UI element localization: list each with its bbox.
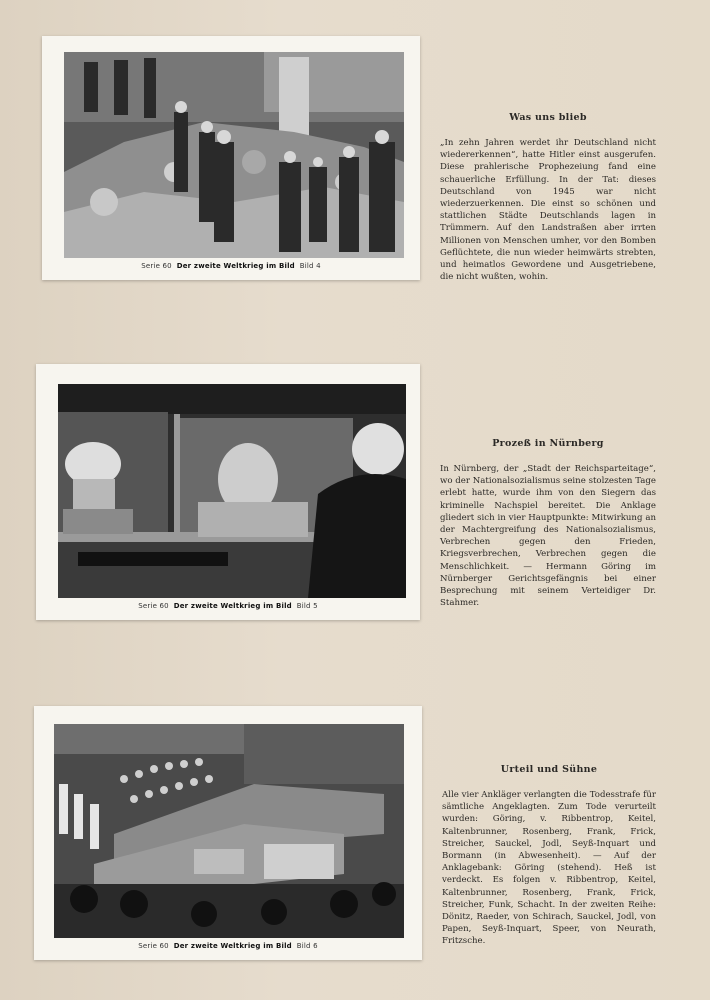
photo-courtroom <box>54 724 404 938</box>
section-heading: Urteil und Sühne <box>500 764 598 775</box>
card-caption <box>36 602 420 610</box>
photo-ruins <box>64 52 404 258</box>
caption-title: Der zweite Weltkrieg im Bild <box>176 262 295 270</box>
section-text: In Nürnberg, der „Stadt der Reichsparteitage“, wo der Nationalsozialismus seine stolzesten Tage erlebt hatte, wurde ihm von den Siegern das kriminelle Nachspiel bereitet. Die Anklage gliedert sich in vier Hauptpunkte: Mitwirkung an der Machtergreifung des Nationalsozialismus, Verbrechen gegen den Frieden, Kriegsverbrechen, Verbrechen gegen die Menschlichkeit. — Hermann Göring im Nürnberger Gerichtsgefängnis bei einer Besprechung mit seinem Verteidiger Dr. Stahmer. <box>440 464 656 609</box>
caption-bild: Bild 6 <box>296 942 318 950</box>
caption-title: Der zweite Weltkrieg im Bild <box>173 942 292 950</box>
trading-card-3 <box>34 706 422 960</box>
card-caption <box>34 942 422 950</box>
section-heading: Prozeß in Nürnberg <box>492 438 604 449</box>
caption-serie: Serie 60 <box>138 942 169 950</box>
trading-card-1 <box>42 36 420 280</box>
trading-card-2 <box>36 364 420 620</box>
section-heading: Was uns blieb <box>509 112 587 123</box>
caption-title: Der zweite Weltkrieg im Bild <box>173 602 292 610</box>
card-caption <box>42 262 420 270</box>
section-prozess-nuernberg <box>440 438 656 609</box>
section-was-uns-blieb <box>440 112 656 283</box>
section-urteil-suehne <box>442 764 656 948</box>
caption-bild: Bild 5 <box>296 602 318 610</box>
caption-serie: Serie 60 <box>138 602 169 610</box>
photo-goering-cell <box>58 384 406 598</box>
section-text: Alle vier Ankläger verlangten die Todesstrafe für sämtliche Angeklagten. Zum Tode verurteilt wurden: Göring, v. Ribbentrop, Keitel, Kaltenbrunner, Rosenberg, Frank, Frick, Streicher, Sauckel, Jodl, Seyß-Inquart und Bormann (in Abwesenheit). — Auf der Anklagebank: Göring (stehend). Heß ist verdeckt. Es folgen v. Ribbentrop, Keitel, Kaltenbrunner, Rosenberg, Frank, Frick, Streicher, Funk, Schacht. In der zweiten Reihe: Dönitz, Raeder, von Schirach, Sauckel, Jodl, von Papen, Seyß-Inquart, Speer, von Neurath, Fritzsche. <box>442 790 656 947</box>
caption-bild: Bild 4 <box>299 262 321 270</box>
section-text: „In zehn Jahren werdet ihr Deutschland nicht wiedererkennen“, hatte Hitler einst ausgerufen. Diese prahlerische Prophezeiung fand eine schauerliche Erfüllung. In der Tat: dieses Deutschland von 1945 war nicht wiederzuerkennen. Die einst so schönen und stattlichen Städte Deutschlands lagen in Trümmern. Auf den Landstraßen aber irrten Millionen von Menschen umher, vor den Bomben Geflüchtete, die nun wieder heimwärts strebten, und heimatlos Gewordene und Ausgetriebene, die nicht wußten, wohin. <box>440 138 656 283</box>
caption-serie: Serie 60 <box>141 262 172 270</box>
